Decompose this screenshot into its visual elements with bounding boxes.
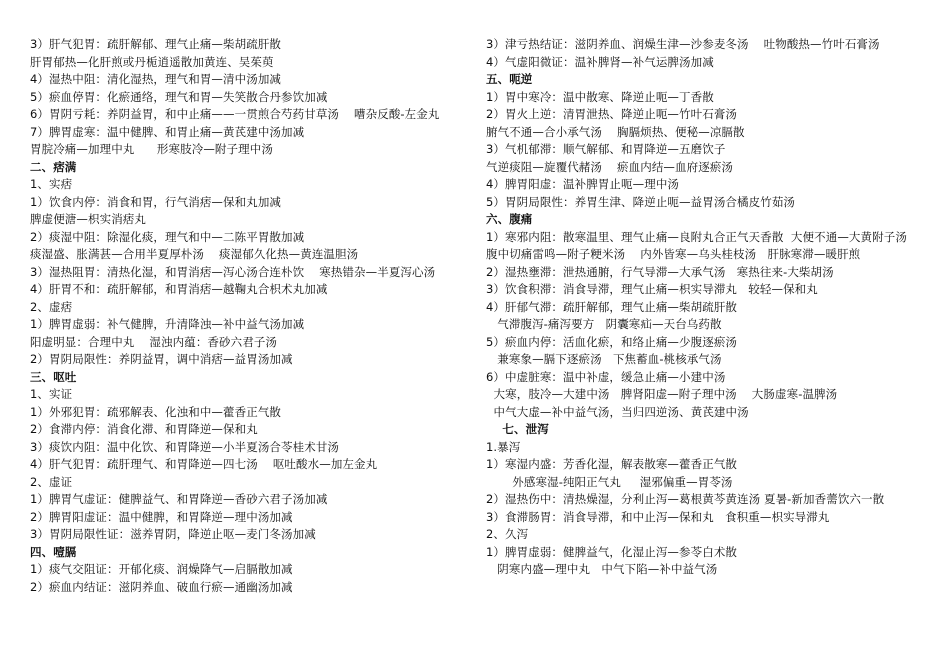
right-text-line: 2、久泻 (486, 527, 529, 541)
right-text-line: 2）湿热伤中：清热燥湿，分利止泻—葛根黄芩黄连汤 夏暑-新加香薷饮六一散 (486, 492, 885, 506)
left-text-line: 阳虚明显：合理中丸 湿浊内蕴：香砂六君子汤 (30, 334, 278, 349)
right-text-line: 1）脾胃虚弱：健脾益气，化湿止泻—参苓白术散 (486, 544, 738, 559)
right-text-line: 3）饮食积滞：消食导滞，理气止痛—枳实导滞丸 较轻—保和丸 (486, 282, 818, 296)
right-text-line: 1.暴泻 (486, 439, 521, 454)
right-text-line: 1）胃中寒冷：温中散寒、降逆止呃—丁香散 (486, 89, 714, 104)
left-text-line: 3）肝气犯胃：疏肝解郁、理气止痛—柴胡疏肝散 (30, 37, 282, 51)
left-section-heading: 二、痞满 (30, 159, 77, 174)
left-text-line: 2）胃阴局限性：养阴益胃，调中消痞—益胃汤加减 (30, 352, 293, 366)
left-text-line: 2）痰湿中阻：除湿化痰，理气和中—二陈平胃散加减 (30, 229, 305, 244)
left-section-heading: 三、呕吐 (30, 369, 77, 384)
left-text-line: 1）痰气交阻证：开郁化痰、润燥降气—启膈散加减 (30, 562, 293, 576)
left-text-line: 2）瘀血内结证：滋阴养血、破血行瘀—通幽汤加减 (30, 579, 293, 594)
left-text-line: 6）胃阴亏耗：养阴益胃，和中止痛——一贯煎合芍药甘草汤 嘈杂反酸-左金丸 (30, 107, 440, 121)
left-text-line: 痰湿盛、胀满甚—合用半夏厚朴汤 痰湿郁久化热—黄连温胆汤 (30, 247, 359, 261)
left-text-line: 3）痰饮内阻：温中化饮、和胃降逆—小半夏汤合苓桂术甘汤 (30, 439, 340, 454)
right-text-line: 外感寒湿-纯阳正气丸 湿邪偏重—胃苓汤 (486, 474, 733, 489)
left-text-line: 3）湿热阻胃：清热化湿，和胃消痞—泻心汤合连朴饮 寒热错杂—半夏泻心汤 (30, 264, 436, 279)
right-text-line: 2）湿热壅滞：泄热通腑，行气导滞—大承气汤 寒热往来-大柴胡汤 (486, 264, 834, 279)
right-text-line: 3）气机郁滞：顺气解郁、和胃降逆—五磨饮子 (486, 142, 726, 156)
right-text-line: 4）脾胃阳虚：温补脾胃止呃—理中汤 (486, 177, 680, 191)
left-text-line: 1）脾胃虚弱：补气健脾，升清降浊—补中益气汤加减 (30, 317, 305, 331)
right-text-line: 腑气不通—合小承气汤 胸膈烦热、便秘—凉膈散 (486, 124, 745, 139)
right-text-line: 4）气虚阳微证：温补脾肾—补气运脾汤加减 (486, 54, 714, 69)
left-text-line: 2）食滞内停：消食化滞、和胃降逆—保和丸 (30, 422, 258, 436)
right-section-heading: 七、泄泻 (486, 422, 549, 436)
left-text-line: 7）脾胃虚寒：温中健脾、和胃止痛—黄芪建中汤加减 (30, 124, 305, 139)
left-text-line: 胃脘冷痛—加理中丸 形寒肢冷—附子理中汤 (30, 142, 273, 156)
right-text-line: 气滞腹泻-痛泻要方 阴囊寒疝—天台乌药散 (486, 317, 722, 331)
right-text-line: 5）瘀血内停：活血化瘀，和络止痛—少腹逐瘀汤 (486, 334, 738, 349)
left-text-line: 5）瘀血停胃：化瘀通络，理气和胃—失笑散合丹参饮加减 (30, 89, 328, 104)
right-section-heading: 五、呃逆 (486, 72, 533, 86)
right-text-line: 2）胃火上逆：清胃泄热、降逆止呃—竹叶石膏汤 (486, 107, 738, 121)
right-text-line: 3）食滞肠胃：消食导滞，和中止泻—保和丸 食积重—枳实导滞丸 (486, 509, 830, 524)
right-text-line: 气逆痰阻—旋覆代赭汤 瘀血内结—血府逐瘀汤 (486, 159, 734, 174)
left-text-line: 脾虚便溏—枳实消痞丸 (30, 212, 146, 226)
right-text-line: 3）津亏热结证：滋阴养血、润燥生津—沙参麦冬汤 吐物酸热—竹叶石膏汤 (486, 37, 880, 51)
left-column (30, 36, 466, 596)
left-text-line: 2）脾胃阳虚证：温中健脾，和胃降逆—理中汤加减 (30, 509, 293, 524)
right-text-line: 大寒，肢冷—大建中汤 脾肾阳虚—附子理中汤 大肠虚寒-温脾汤 (486, 387, 838, 401)
left-text-line: 2、虚证 (30, 474, 73, 489)
right-column (486, 36, 926, 579)
left-text-line: 1）脾胃气虚证：健脾益气、和胃降逆—香砂六君子汤加减 (30, 492, 328, 506)
right-text-line: 阴寒内盛—理中丸 中气下陷—补中益气汤 (486, 562, 718, 576)
right-text-line: 1）寒湿内盛：芳香化湿，解表散寒—藿香正气散 (486, 457, 738, 471)
right-text-line: 1）寒邪内阻：散寒温里、理气止痛—良附丸合正气天香散 大便不通—大黄附子汤 腹中切痛雷鸣—附子粳米汤 内外皆寒—乌头桂枝汤 肝脉寒滞—暖肝煎 (486, 229, 919, 261)
right-text-line: 中气大虚—补中益气汤，当归四逆汤、黄芪建中汤 (486, 404, 749, 419)
left-section-heading: 四、噎膈 (30, 544, 77, 559)
right-text-line: 5）胃阴局限性：养胃生津、降逆止呃—益胃汤合橘皮竹茹汤 (486, 194, 796, 209)
left-text-line: 4）湿热中阻：清化湿热，理气和胃—清中汤加减 (30, 72, 282, 86)
right-section-heading: 六、腹痛 (486, 212, 533, 226)
left-text-line: 1、实证 (30, 387, 73, 401)
left-text-line: 1）饮食内停：消食和胃，行气消痞—保和丸加减 (30, 194, 282, 209)
left-text-line: 1）外邪犯胃：疏邪解表、化浊和中—藿香正气散 (30, 404, 282, 419)
left-text-line: 1、实痞 (30, 177, 73, 191)
left-text-line: 3）胃阴局限性证：滋养胃阴，降逆止呕—麦门冬汤加减 (30, 527, 316, 541)
right-text-line: 4）肝郁气滞：疏肝解郁，理气止痛—柴胡疏肝散 (486, 299, 738, 314)
left-text-line: 4）肝气犯胃：疏肝理气、和胃降逆—四七汤 呕吐酸水—加左金丸 (30, 457, 378, 471)
left-text-line: 2、虚痞 (30, 299, 73, 314)
left-text-line: 4）肝胃不和：疏肝解郁，和胃消痞—越鞠丸合枳术丸加减 (30, 282, 328, 296)
right-text-line: 兼寒象—膈下逐瘀汤 下焦蓄血-桃核承气汤 (486, 352, 722, 366)
left-text-line: 肝胃郁热—化肝煎或丹栀逍遥散加黄连、吴茱萸 (30, 54, 274, 69)
right-text-line: 6）中虚脏寒：温中补虚，缓急止痛—小建中汤 (486, 369, 726, 384)
